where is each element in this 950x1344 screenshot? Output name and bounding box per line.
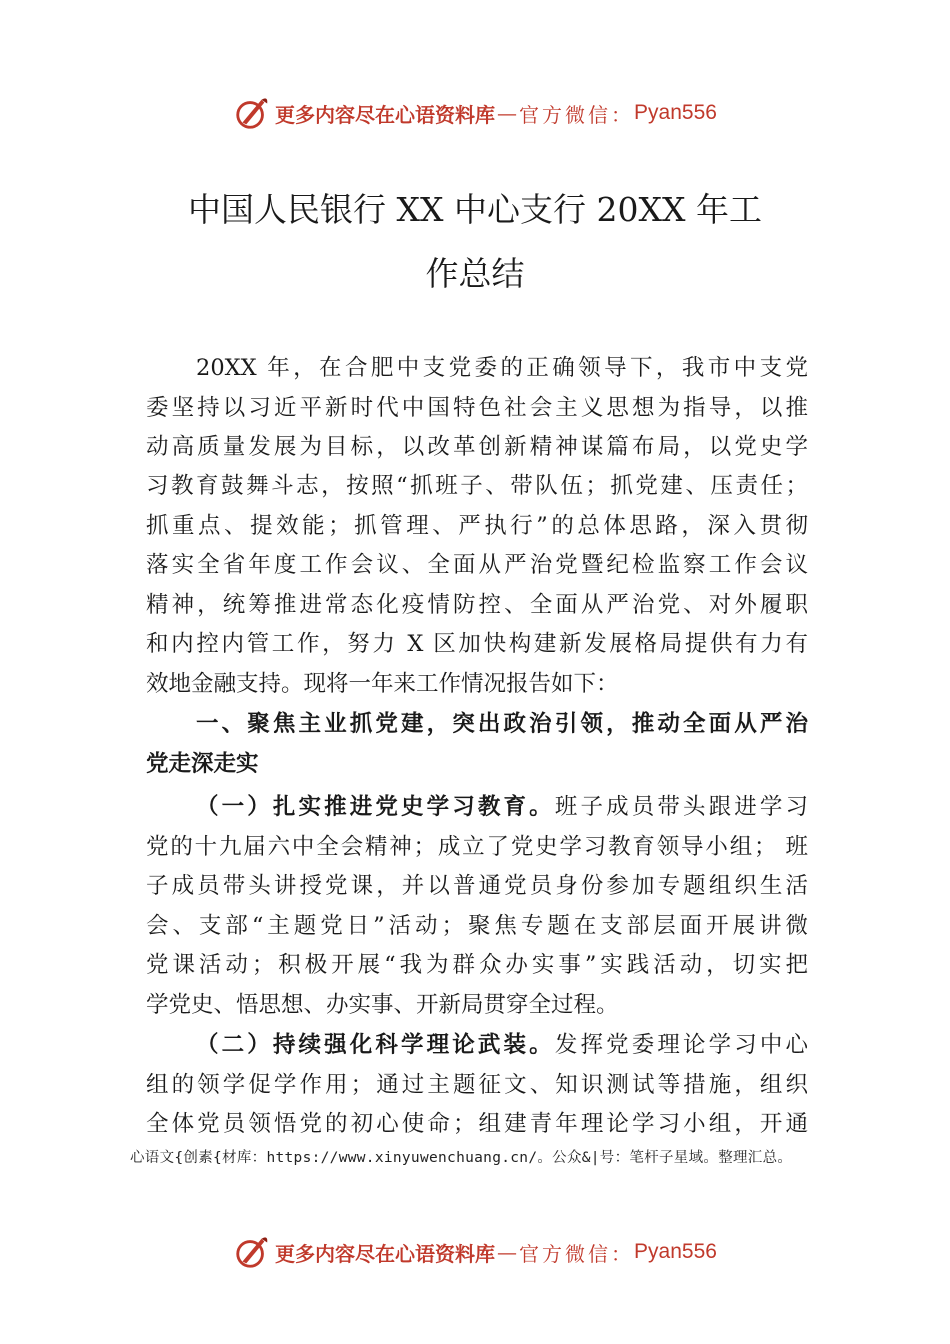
section-heading-line: 一、聚焦主业抓党建，突出政治引领，推动全面从严治	[196, 711, 808, 737]
banner-brand: 更多内容尽在心语资料库	[275, 102, 496, 127]
subsection-first-line	[196, 787, 808, 827]
section-heading-line: 党走深走实	[146, 751, 259, 777]
paragraph-line: 落实全省年度工作会议、全面从严治党暨纪检监察工作会议	[146, 552, 808, 578]
banner-wechat-id: Pyan556	[634, 101, 717, 124]
paragraph-line: 委坚持以习近平新时代中国特色社会主义思想为指导，以推	[146, 395, 808, 421]
document-title-line-1: 中国人民银行 XX 中心支行 20XX 年工	[188, 190, 762, 229]
paragraph-line: 会、支部“主题党日”活动；聚焦专题在支部层面开展讲微	[146, 913, 808, 939]
source-watermark-note: 心语文{创素{材库：https://www.xinyuwenchuang.cn/。公众&|号：笔杆子星域。整理汇总。	[130, 1150, 793, 1166]
quill-logo-icon	[233, 1233, 271, 1271]
banner-brand: 更多内容尽在心语资料库	[275, 1241, 496, 1266]
banner-wechat-label: 官方微信：	[519, 1241, 635, 1266]
subsection-text: 发挥党委理论学习中心	[554, 1032, 808, 1058]
paragraph-line: 精神，统筹推进常态化疫情防控、全面从严治党、对外履职	[146, 592, 808, 618]
paragraph-line: 组的领学促学作用；通过主题征文、知识测试等措施，组织	[146, 1072, 808, 1098]
banner-separator: —	[497, 101, 518, 125]
footer-banner	[0, 1232, 950, 1272]
header-banner	[0, 93, 950, 133]
subsection-heading: （一）扎实推进党史学习教育。	[196, 794, 555, 820]
paragraph-line: 党课活动；积极开展“我为群众办实事”实践活动，切实把	[146, 952, 808, 978]
banner-separator: —	[497, 1240, 518, 1264]
document-title-line-2: 作总结	[425, 254, 525, 293]
quill-logo-icon	[233, 94, 271, 132]
paragraph-line: 子成员带头讲授党课，并以普通党员身份参加专题组织生活	[146, 873, 808, 899]
paragraph-line: 抓重点、提效能；抓管理、严执行”的总体思路，深入贯彻	[146, 513, 808, 539]
paragraph-line: 和内控内管工作，努力 X 区加快构建新发展格局提供有力有	[146, 631, 808, 657]
banner-wechat-id: Pyan556	[634, 1240, 717, 1263]
subsection-first-line	[196, 1025, 808, 1065]
paragraph-line: 效地金融支持。现将一年来工作情况报告如下：	[146, 671, 619, 697]
paragraph-line: 党的十九届六中全会精神；成立了党史学习教育领导小组； 班	[146, 834, 808, 860]
paragraph-line: 全体党员领悟党的初心使命；组建青年理论学习小组，开通	[146, 1111, 808, 1137]
subsection-heading: （二）持续强化科学理论武装。	[196, 1032, 555, 1058]
paragraph-line: 习教育鼓舞斗志，按照“抓班子、带队伍；抓党建、压责任；	[146, 473, 808, 499]
paragraph-line: 动高质量发展为目标，以改革创新精神谋篇布局，以党史学	[146, 434, 808, 460]
paragraph-line: 20XX 年，在合肥中支党委的正确领导下，我市中支党	[196, 355, 808, 381]
subsection-text: 班子成员带头跟进学习	[554, 794, 808, 820]
paragraph-line: 学党史、悟思想、办实事、开新局贯穿全过程。	[146, 992, 619, 1018]
banner-wechat-label: 官方微信：	[519, 102, 635, 127]
